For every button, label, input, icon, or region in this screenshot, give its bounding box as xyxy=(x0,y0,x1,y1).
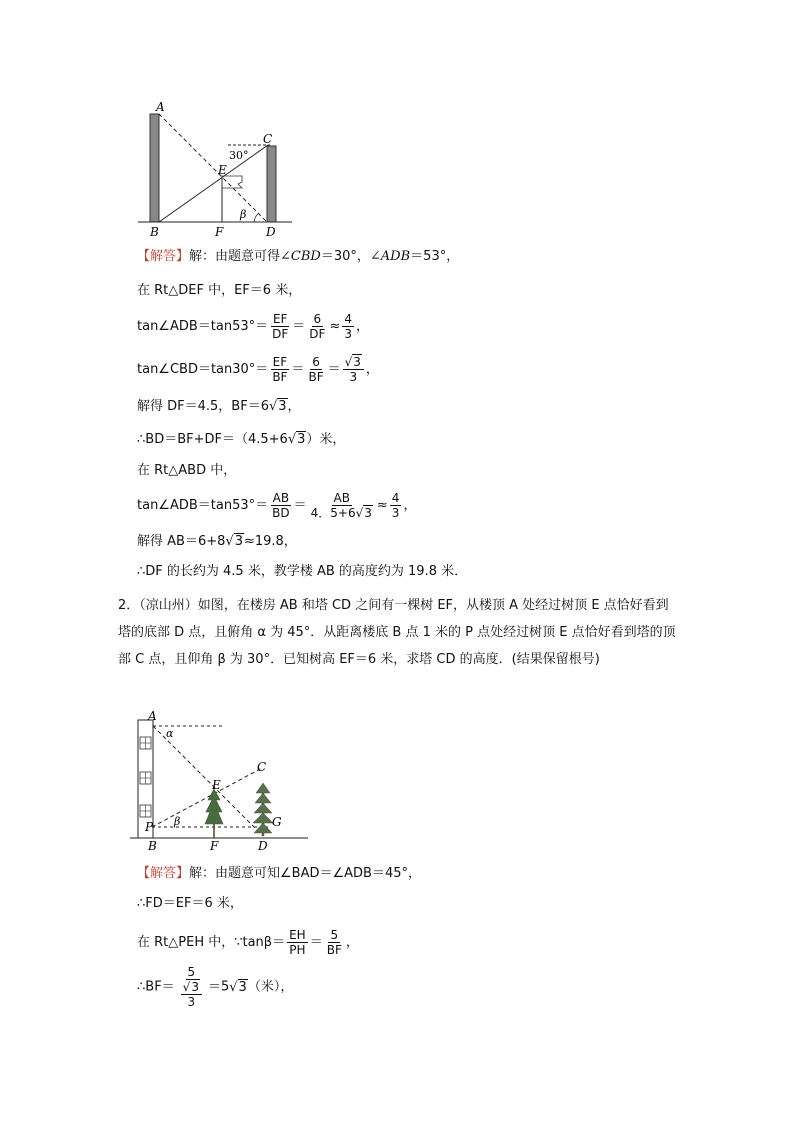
fig2-label-a: A xyxy=(148,709,157,723)
sol1-text: 解：由题意可得 xyxy=(189,249,281,264)
fraction-denominator: DF xyxy=(272,327,289,341)
fraction-numerator: EF xyxy=(272,312,288,326)
sol1-text: ≈19.8， xyxy=(243,534,297,549)
sol1-text: ≈ xyxy=(376,498,388,513)
fig1-label-e: E xyxy=(218,163,227,177)
sol1-line-6 xyxy=(137,431,345,449)
sol1-text: ， xyxy=(403,498,417,513)
fraction-denominator: DF xyxy=(309,327,326,341)
sol1-text: ＝30°， xyxy=(320,249,370,264)
fraction xyxy=(177,965,206,1009)
fig1-label-angle30: 30° xyxy=(229,149,249,162)
fraction-numerator: 5 xyxy=(330,928,339,942)
sqrt: √3 xyxy=(229,979,247,995)
sol1-text: ＝ xyxy=(327,362,341,377)
fig1-label-b: B xyxy=(150,225,159,239)
fig1-label-beta: β xyxy=(240,208,247,221)
sol1-text: 解得 DF＝4.5，BF＝6 xyxy=(137,399,269,414)
fraction-denominator: 3 xyxy=(344,327,352,341)
fig2-label-g: G xyxy=(272,815,282,829)
fig2-label-b: B xyxy=(148,839,157,853)
fraction xyxy=(287,928,308,957)
sol1-line-3 xyxy=(137,312,369,341)
sol1-text: ）米， xyxy=(306,432,346,447)
fraction xyxy=(343,355,364,384)
fig1-label-a: A xyxy=(156,100,165,114)
denominator-text: 4．5+6 xyxy=(310,506,356,520)
fig2-label-alpha: α xyxy=(166,727,174,740)
sol1-line-4 xyxy=(137,355,379,384)
fraction-denominator: BD xyxy=(272,506,290,520)
fig2-label-c: C xyxy=(257,760,267,774)
fraction-denominator: BF xyxy=(308,370,324,384)
sol2-line-4 xyxy=(137,965,293,1009)
sqrt: √3 xyxy=(268,399,287,414)
sol2-text: （米）， xyxy=(247,979,294,995)
sol1-line-1 xyxy=(137,248,459,266)
radicand: 3 xyxy=(191,980,199,994)
sol1-text: tan∠ADB＝tan53°＝ xyxy=(137,319,269,334)
sol1-text: 解得 AB＝6+8 xyxy=(137,534,226,549)
fraction-numerator: 6 xyxy=(313,312,322,326)
sol1-text: ＝ xyxy=(292,319,306,334)
radicand: 3 xyxy=(297,432,306,447)
fraction xyxy=(342,312,354,341)
nested-fraction xyxy=(181,980,202,1009)
fraction-numerator xyxy=(343,355,364,370)
fraction-denominator xyxy=(309,506,375,520)
figure-1-diagram xyxy=(130,100,300,240)
fraction xyxy=(325,928,344,957)
fraction-denominator: 3 xyxy=(349,370,358,384)
sqrt: √3 xyxy=(287,432,306,447)
fig2-label-e: E xyxy=(212,778,221,792)
answer-tag: 【解答】 xyxy=(137,249,190,264)
sol1-line-7: 在 Rt△ABD 中， xyxy=(137,463,237,478)
radicand: 3 xyxy=(278,399,287,414)
radicand: 3 xyxy=(238,979,247,995)
sol1-text: ， xyxy=(365,362,379,377)
sol1-line-5 xyxy=(137,398,301,416)
fraction xyxy=(270,491,291,520)
sol2-text: 在 Rt△PEH 中，∵tanβ＝ xyxy=(137,935,286,950)
sol2-line-2: ∴FD＝EF＝6 米， xyxy=(137,896,243,911)
fraction xyxy=(270,355,289,384)
sol1-angle-cbd: ∠CBD xyxy=(280,249,321,264)
fraction-denominator: PH xyxy=(289,943,306,957)
sol2-text: 解：由题意可知∠BAD＝∠ADB＝45°， xyxy=(189,866,422,881)
sol1-line-10: ∴DF 的长约为 4.5 米，教学楼 AB 的高度约为 19.8 米． xyxy=(137,564,468,579)
sol2-text: ＝5 xyxy=(207,979,230,995)
sol1-text: ， xyxy=(287,399,301,414)
sol1-text: ＝ xyxy=(293,498,307,513)
fraction-denominator: BF xyxy=(326,943,342,957)
fraction-denominator xyxy=(177,980,206,1009)
fig2-label-beta: β xyxy=(174,815,181,828)
fraction xyxy=(309,491,375,520)
sol1-text: tan∠CBD＝tan30°＝ xyxy=(137,362,269,377)
fig1-label-d: D xyxy=(266,225,276,239)
fraction-numerator: AB xyxy=(272,491,290,505)
sol1-line-9 xyxy=(137,533,297,551)
radicand: 3 xyxy=(353,355,361,369)
fraction-denominator: 3 xyxy=(187,995,196,1009)
fraction-denominator: BF xyxy=(272,370,288,384)
fraction xyxy=(306,355,325,384)
fig1-label-c: C xyxy=(263,132,273,146)
sqrt: √3 xyxy=(344,355,361,369)
sol2-text: ＝ xyxy=(309,935,323,950)
problem-2-text: 2．（凉山州）如图，在楼房 AB 和塔 CD 之间有一棵树 EF，从楼顶 A 处经过树顶 E 点恰好看到塔的底部 D 点，且俯角 α 为 45°．从距离楼底 B 点 1 米的 P 点处经过树顶 E 点恰好看到塔的顶部 C 点，且仰角 β 为 30°．已知树高 EF＝6 米，求塔 CD 的高度．(结果保留根号) xyxy=(118,598,676,667)
sol1-line-2: 在 Rt△DEF 中，EF＝6 米， xyxy=(137,283,302,298)
fraction-numerator: AB xyxy=(333,491,350,505)
fraction-numerator: 4 xyxy=(391,491,400,505)
fraction-numerator: 4 xyxy=(344,312,352,326)
sol1-angle-adb: ∠ADB xyxy=(369,249,411,264)
sqrt: √3 xyxy=(225,534,243,549)
fraction-numerator: EF xyxy=(272,355,288,369)
fig2-label-d: D xyxy=(258,839,268,853)
sol2-text: ， xyxy=(345,935,359,950)
sol1-text: ≈ xyxy=(329,319,341,334)
fig2-label-p: P xyxy=(145,820,154,834)
sol2-line-3 xyxy=(137,928,359,957)
fraction-numerator: 5 xyxy=(187,965,196,979)
sol2-line-1 xyxy=(137,865,421,883)
fraction xyxy=(390,491,402,520)
fraction xyxy=(270,312,290,341)
sqrt: √3 xyxy=(355,506,372,520)
sol1-text: ∴BD＝BF+DF＝（4.5+6 xyxy=(137,432,288,447)
radicand: 3 xyxy=(364,506,372,520)
fraction-numerator: EH xyxy=(289,928,306,942)
fig1-label-f: F xyxy=(215,225,224,239)
sol2-text: ∴BF＝ xyxy=(137,979,175,995)
sol1-text: ， xyxy=(356,319,370,334)
sol1-text: ＝53°， xyxy=(410,249,460,264)
sqrt: √3 xyxy=(182,980,199,994)
fraction-denominator: 3 xyxy=(391,506,400,520)
fraction xyxy=(307,312,327,341)
fraction-numerator: 6 xyxy=(312,355,320,369)
figure-2-diagram xyxy=(130,705,315,855)
fig2-label-f: F xyxy=(210,839,219,853)
sol1-text: ＝ xyxy=(291,362,305,377)
fraction-numerator xyxy=(181,980,202,995)
sol1-text: tan∠ADB＝tan53°＝ xyxy=(137,498,269,513)
sol1-line-8 xyxy=(137,491,416,520)
radicand: 3 xyxy=(234,534,243,549)
answer-tag: 【解答】 xyxy=(137,866,190,881)
